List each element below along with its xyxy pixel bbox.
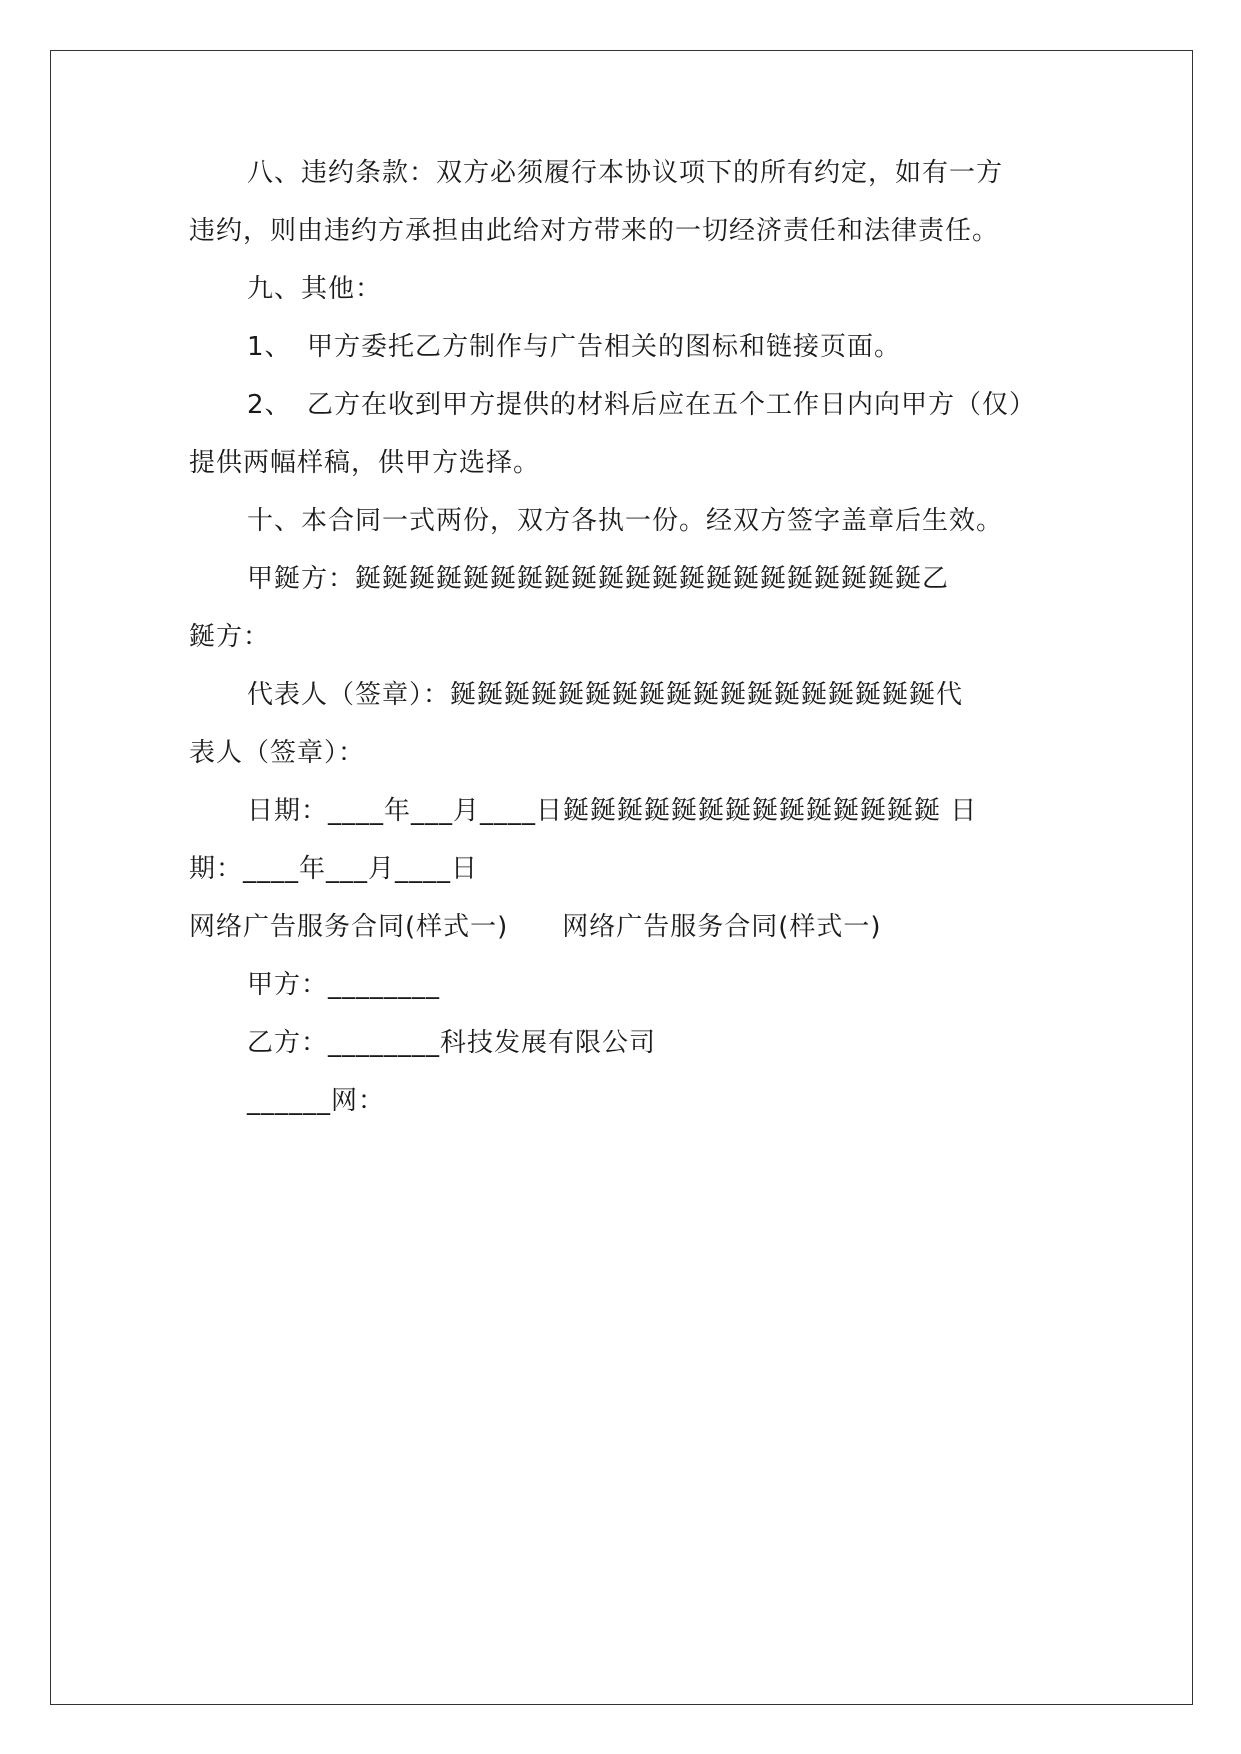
date-line-2: 期：____年___月____日 bbox=[189, 854, 479, 884]
item-2-text: 乙方在收到甲方提供的材料后应在五个工作日内向甲方（仅） bbox=[307, 390, 1037, 420]
contract-title: 网络广告服务合同(样式一) 网络广告服务合同(样式一) bbox=[189, 912, 882, 942]
item-1-number: 1、 bbox=[247, 332, 292, 362]
item-1-text: 甲方委托乙方制作与广告相关的图标和链接页面。 bbox=[307, 332, 902, 362]
party-b-signature-line: 鋋方： bbox=[189, 622, 271, 652]
representative-line-1: 代表人（签章）：鋋鋋鋋鋋鋋鋋鋋鋋鋋鋋鋋鋋鋋鋋鋋鋋鋋鋋代 bbox=[247, 680, 964, 710]
clause-9-item-2-continued: 提供两幅样稿，供甲方选择。 bbox=[189, 448, 541, 478]
date-line-1: 日期：____年___月____日鋋鋋鋋鋋鋋鋋鋋鋋鋋鋋鋋鋋鋋鋋 日 bbox=[247, 796, 978, 826]
party-b-field: 乙方：________科技发展有限公司 bbox=[247, 1028, 657, 1058]
party-a-signature-line: 甲鋋方：鋋鋋鋋鋋鋋鋋鋋鋋鋋鋋鋋鋋鋋鋋鋋鋋鋋鋋鋋鋋鋋乙 bbox=[247, 564, 950, 594]
representative-line-2: 表人（签章）： bbox=[189, 738, 366, 768]
clause-9-item-1 bbox=[247, 329, 901, 365]
item-2-number: 2、 bbox=[247, 390, 292, 420]
clause-8-line-1: 八、违约条款：双方必须履行本协议项下的所有约定，如有一方 bbox=[247, 158, 1004, 188]
clause-10: 十、本合同一式两份，双方各执一份。经双方签字盖章后生效。 bbox=[247, 506, 1004, 536]
clause-9-heading: 九、其他： bbox=[247, 274, 383, 304]
clause-8-line-2: 违约，则由违约方承担由此给对方带来的一切经济责任和法律责任。 bbox=[189, 216, 1000, 246]
website-field: ______网： bbox=[247, 1086, 386, 1116]
party-a-field: 甲方：________ bbox=[247, 970, 441, 1000]
clause-9-item-2 bbox=[247, 387, 1036, 423]
